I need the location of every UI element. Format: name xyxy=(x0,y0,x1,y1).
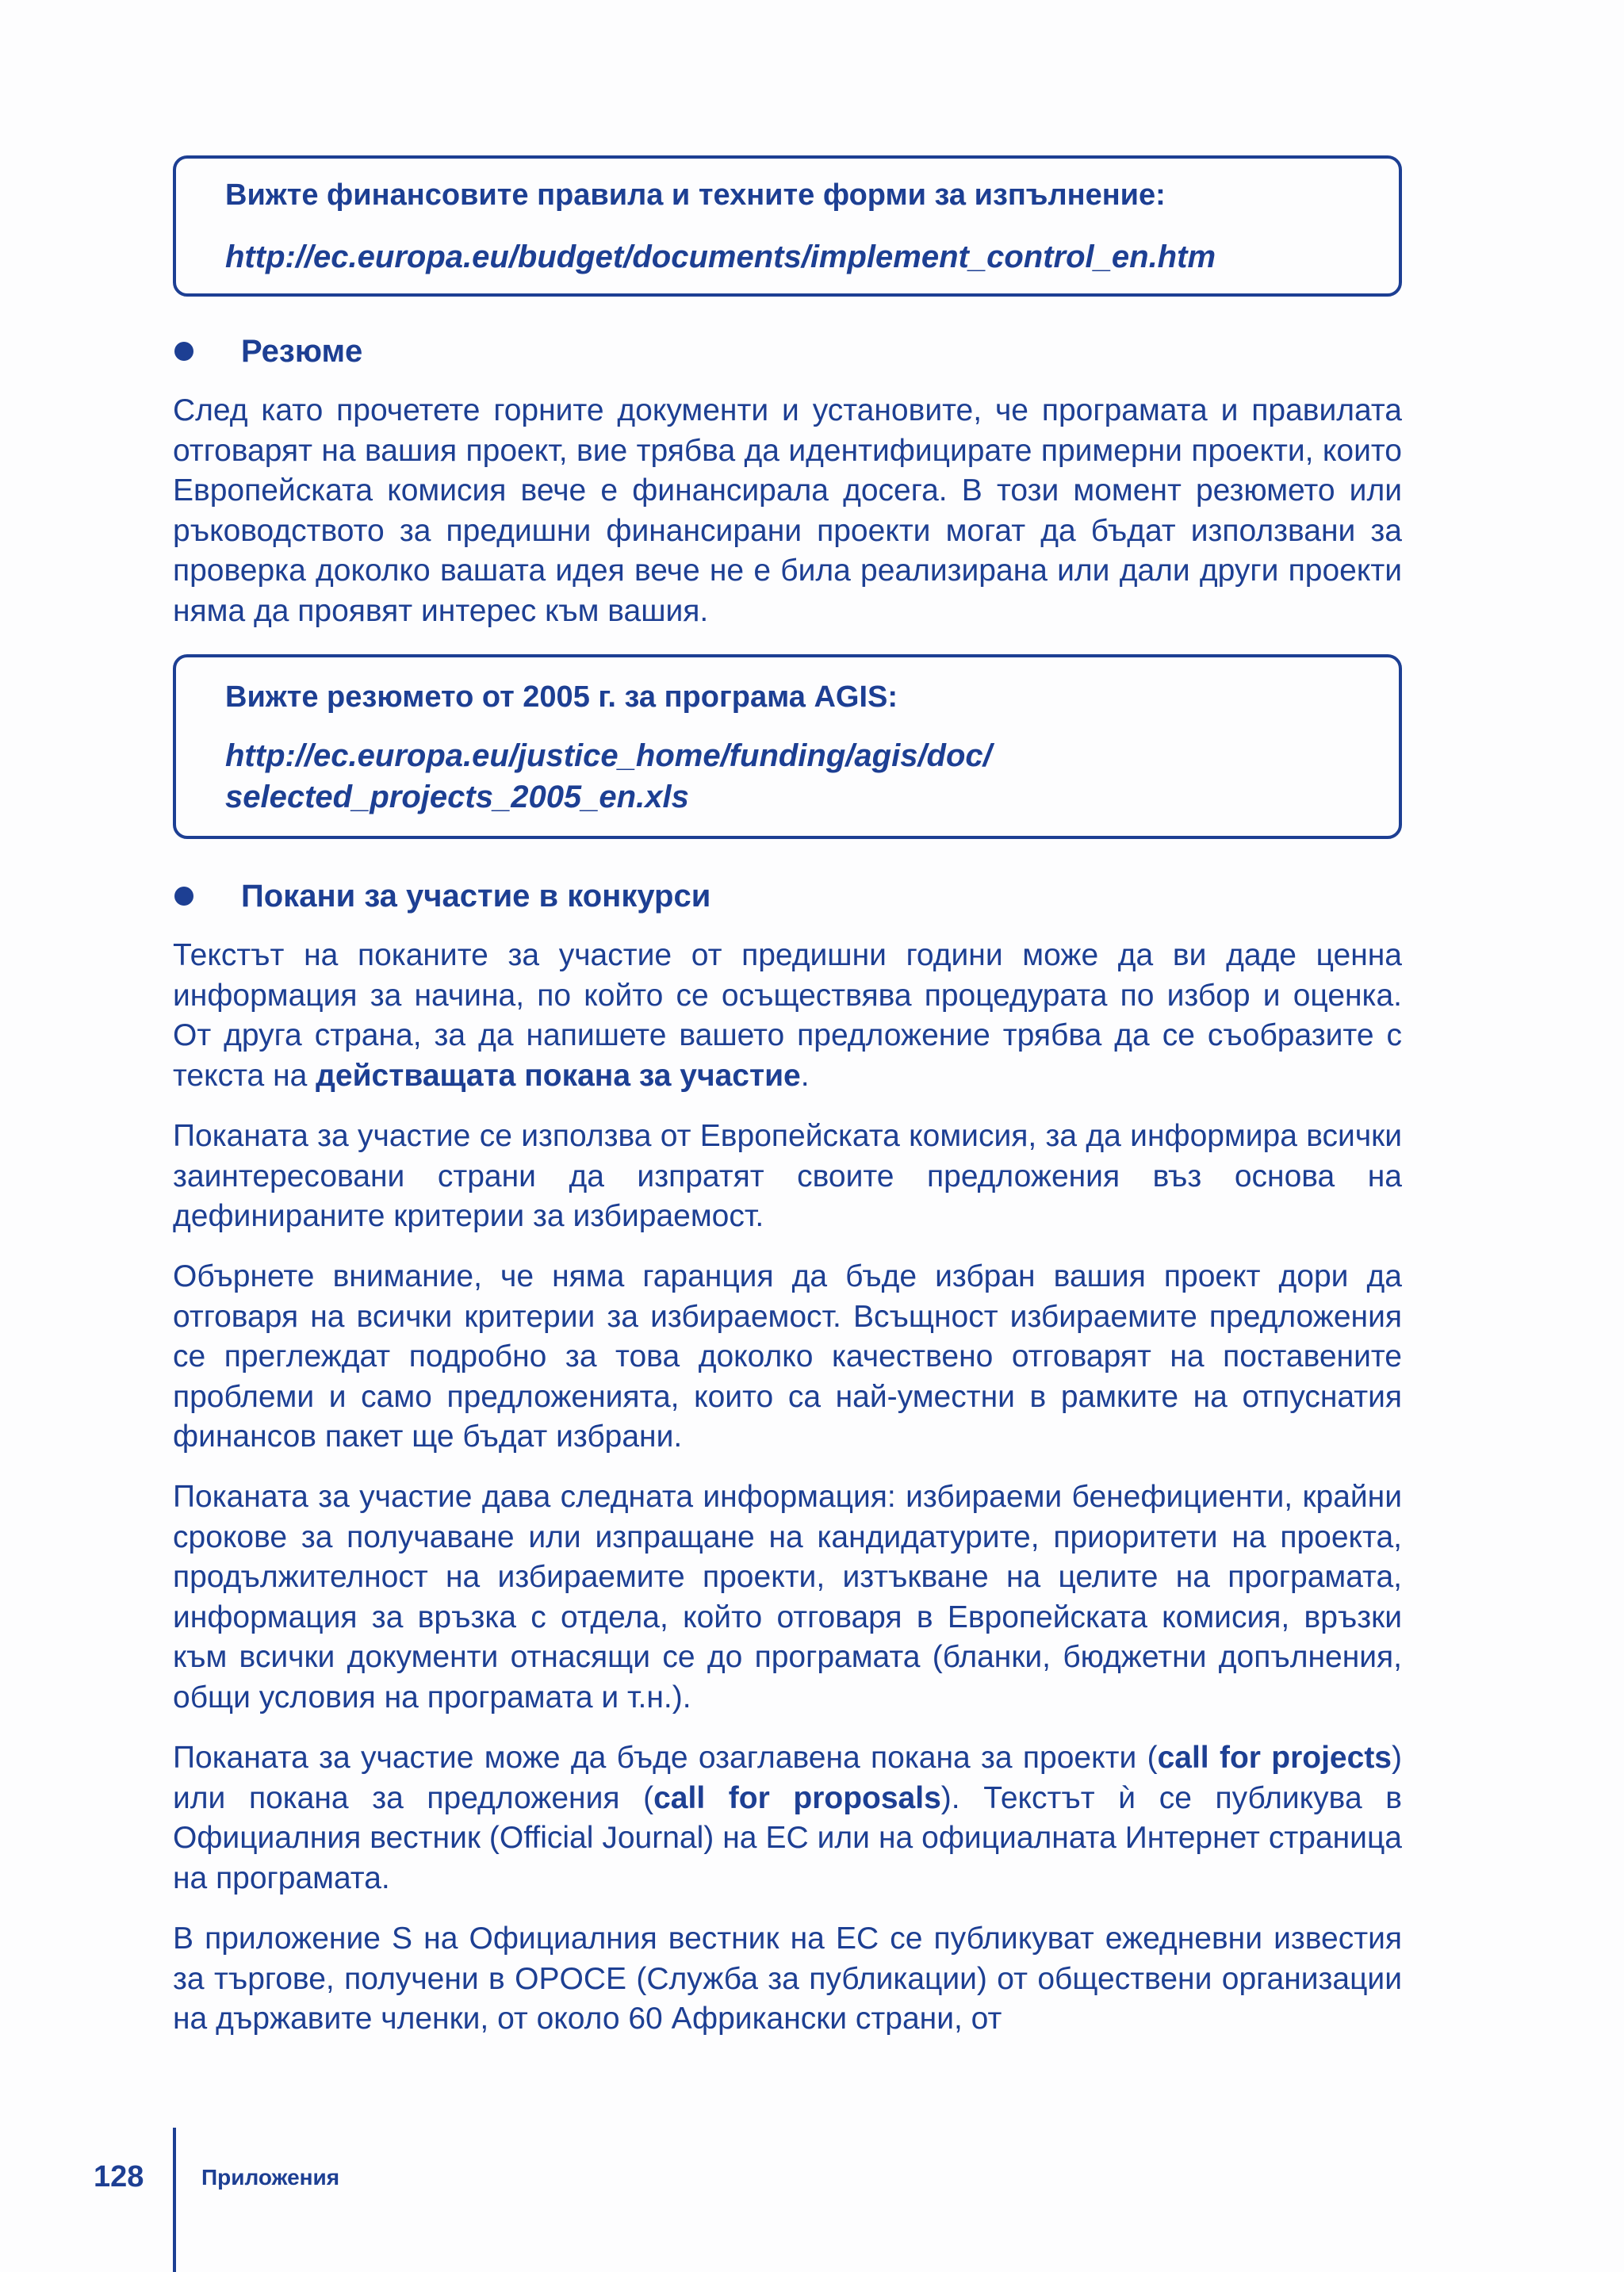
paragraph-call-purpose: Поканата за участие се използва от Европейската комисия, за да информира всички заинтересовани страни да изпратят своите предложения въз основа на дефинираните критерии за избираемост. xyxy=(173,1119,1402,1233)
bullet-icon xyxy=(174,887,193,906)
paragraph-official-journal: В приложение S на Официалния вестник на ЕС се публикуват ежедневни известия за търгове, получени в OPOCE (Служба за публикации) от обществени организации на държавите членки, от около 60 Африкански страни, от xyxy=(173,1921,1402,2036)
section-heading-text: Покани за участие в конкурси xyxy=(241,879,711,914)
text-run: ) или покана за предложения ( xyxy=(173,1741,1402,1815)
paragraph-calls-intro xyxy=(173,936,1402,1096)
emphasis-text: действащата покана за участие xyxy=(316,1058,801,1093)
bullet-icon xyxy=(174,342,193,361)
info-box-financial-rules xyxy=(173,155,1402,297)
box-link[interactable]: http://ec.europa.eu/budget/documents/implement_control_en.htm xyxy=(225,239,1216,274)
paragraph-call-information: Поканата за участие дава следната информация: избираеми бенефициенти, крайни срокове за получаване или изпращане на кандидатурите, приоритети на проекта, продължителност на избираемите проекти, изтъкване на целите на програмата, информация за връзка с отдела, който отговаря в Европейската комисия, връзки към всички документи отнасящи се до програмата (бланки, бюджетни допълнения, общи условия на програмата и т.н.). xyxy=(173,1480,1402,1715)
paragraph-summary: След като прочетете горните документи и установите, че програмата и правилата отговарят на вашия проект, вие трябва да идентифицирате примерни проекти, които Европейската комисия вече е финансирала досега. В този момент резюмето или ръководството за предишни финансирани проекти могат да бъдат използвани за проверка доколко вашата идея вече не е била реализирана или дали други проекти няма да проявят интерес към вашия. xyxy=(173,393,1402,628)
emphasis-text: call for proposals xyxy=(653,1780,941,1815)
box-title: Вижте финансовите правила и техните форми за изпълнение: xyxy=(225,178,1166,212)
section-heading-text: Резюме xyxy=(241,334,363,369)
info-box-agis-summary xyxy=(173,654,1402,839)
box-link-line-2[interactable]: selected_projects_2005_en.xls xyxy=(225,780,689,814)
page-number: 128 xyxy=(94,2160,144,2193)
box-link[interactable] xyxy=(225,735,1350,818)
box-link-line-1[interactable]: http://ec.europa.eu/justice_home/funding/agis/doc/ xyxy=(225,738,992,773)
text-run: ). Текстът ѝ се публикува в Официалния вестник (Official Journal) на ЕС или на официалната Интернет страница на програмата. xyxy=(173,1780,1403,1895)
footer-divider xyxy=(173,2128,176,2272)
text-run: . xyxy=(800,1058,810,1093)
emphasis-text: call for projects xyxy=(1157,1741,1392,1775)
paragraph-no-guarantee: Обърнете внимание, че няма гаранция да бъде избран вашия проект дори да отговаря на всички критерии за избираемост. Всъщност избираемите предложения се преглеждат подробно за това доколко качествено отговарят на поставените проблеми и само предложенията, които са най-уместни в рамките на отпуснатия финансов пакет ще бъдат избрани. xyxy=(173,1259,1402,1454)
text-run: Текстът на поканите за участие от предишни години може да ви даде ценна информация за начина, по който се осъществява процедурата по избор и оценка. От друга страна, за да напишете вашето предложение трябва да се съобразите с текста на xyxy=(173,938,1402,1093)
footer-section-name: Приложения xyxy=(201,2165,340,2190)
paragraph-call-titles xyxy=(173,1738,1402,1898)
box-title: Вижте резюмето от 2005 г. за програма AGIS: xyxy=(225,680,898,714)
text-run: Поканата за участие може да бъде озаглавена покана за проекти ( xyxy=(173,1741,1158,1775)
